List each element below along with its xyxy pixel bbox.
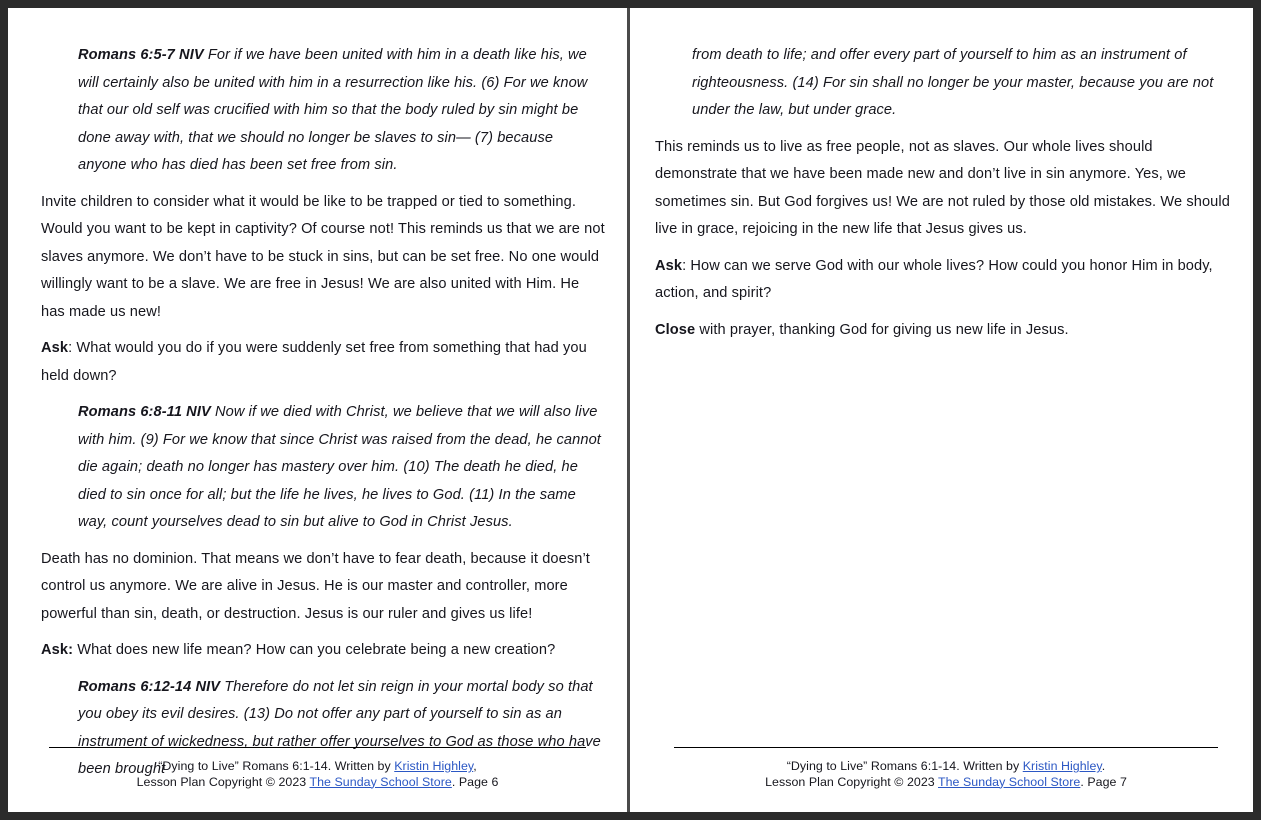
page-content-left bbox=[41, 42, 605, 793]
page-number-text: . Page 7 bbox=[1080, 774, 1127, 789]
publisher-link[interactable]: The Sunday School Store bbox=[938, 774, 1081, 789]
footer-line-1 bbox=[674, 759, 1218, 775]
scripture-text: Therefore do not let sin reign in your mortal body so that you obey its evil desires. (13) Do not offer any part of yourself to sin as an instrument of wickedness, but rather offer yourselves to God as those who have been brought bbox=[78, 678, 601, 777]
footer-line-1-tail: , bbox=[473, 759, 477, 773]
footer-divider bbox=[674, 747, 1218, 748]
ask-paragraph bbox=[41, 335, 605, 390]
ask-text: What does new life mean? How can you celebrate being a new creation? bbox=[73, 642, 556, 658]
page-footer-left bbox=[49, 747, 586, 790]
ask-label: Ask bbox=[41, 340, 69, 356]
scripture-quote-continued: from death to life; and offer every part of yourself to him as an instrument of righteousness. (14) For sin shall no longer be your master, because you are not under the law, but under grace. bbox=[692, 47, 1214, 118]
footer-title-text: “Dying to Live” Romans 6:1-14. Written by bbox=[786, 759, 1023, 773]
document-page-left[interactable] bbox=[8, 8, 627, 812]
ask-paragraph bbox=[655, 253, 1231, 308]
body-paragraph: Death has no dominion. That means we don’t have to fear death, because it doesn’t control us anymore. We are alive in Jesus. He is our master and controller, more powerful than sin, death, or destruction. Jesus is our ruler and gives us life! bbox=[41, 550, 590, 622]
ask-text: : How can we serve God with our whole lives? How could you honor Him in body, action, and spirit? bbox=[655, 257, 1213, 301]
ask-label: Ask bbox=[655, 257, 683, 274]
footer-divider bbox=[49, 747, 586, 748]
scripture-reference: Romans 6:12-14 NIV bbox=[78, 678, 221, 695]
author-link[interactable]: Kristin Highley bbox=[1022, 759, 1102, 773]
page-footer-right bbox=[674, 747, 1218, 790]
ask-label: Ask: bbox=[41, 642, 74, 658]
scripture-reference: Romans 6:8-11 NIV bbox=[78, 404, 211, 420]
scripture-quote bbox=[78, 399, 605, 537]
author-link[interactable]: Kristin Highley bbox=[394, 759, 474, 773]
ask-paragraph bbox=[41, 637, 605, 665]
page-content-right bbox=[655, 42, 1231, 353]
footer-line-2 bbox=[49, 775, 586, 791]
close-paragraph bbox=[655, 317, 1231, 345]
close-text: with prayer, thanking God for giving us new life in Jesus. bbox=[695, 321, 1069, 338]
scripture-quote bbox=[78, 42, 605, 180]
scripture-text: For if we have been united with him in a death like his, we will certainly also be united with him in a resurrection like his. (6) For we know that our old self was crucified with him so that the body ruled by sin might be done away with, that we should no longer be slaves to sin— (7) because anyone who has died has been set free from sin. bbox=[78, 47, 588, 173]
footer-copyright-text: Lesson Plan Copyright © 2023 bbox=[765, 774, 938, 789]
scripture-text: Now if we died with Christ, we believe that we will also live with him. (9) For we know that since Christ was raised from the dead, he cannot die again; death no longer has mastery over him. (10) The death he died, he died to sin once for all; but the life he lives, he lives to God. (11) In the same way, count yourselves dead to sin but alive to God in Christ Jesus. bbox=[78, 404, 601, 530]
close-label: Close bbox=[655, 321, 696, 338]
footer-line-1 bbox=[49, 759, 586, 775]
ask-text: : What would you do if you were suddenly set free from something that had you held down? bbox=[41, 340, 587, 384]
footer-title-text: “Dying to Live” Romans 6:1-14. Written by bbox=[158, 759, 395, 773]
scripture-reference: Romans 6:5-7 NIV bbox=[78, 47, 204, 63]
footer-copyright-text: Lesson Plan Copyright © 2023 bbox=[136, 774, 310, 789]
body-paragraph: This reminds us to live as free people, not as slaves. Our whole lives should demonstrate that we have been made new and don’t live in sin anymore. Yes, we sometimes sin. But God forgives us! We are not ruled by those old mistakes. We should live in grace, rejoicing in the new life that Jesus gives us. bbox=[655, 138, 1230, 237]
body-paragraph: Invite children to consider what it would be like to be trapped or tied to something. Would you want to be kept in captivity? Of course not! This reminds us that we are not slaves anymore. We don’t have to be stuck in sins, but can be set free. No one would willingly want to be a slave. We are free in Jesus! We are also united with Him. He has made us new! bbox=[41, 193, 605, 320]
publisher-link[interactable]: The Sunday School Store bbox=[309, 774, 452, 789]
footer-line-1-tail: . bbox=[1101, 759, 1106, 773]
footer-line-2 bbox=[674, 775, 1218, 791]
page-number-text: . Page 6 bbox=[451, 774, 499, 789]
document-page-right[interactable] bbox=[630, 8, 1253, 812]
